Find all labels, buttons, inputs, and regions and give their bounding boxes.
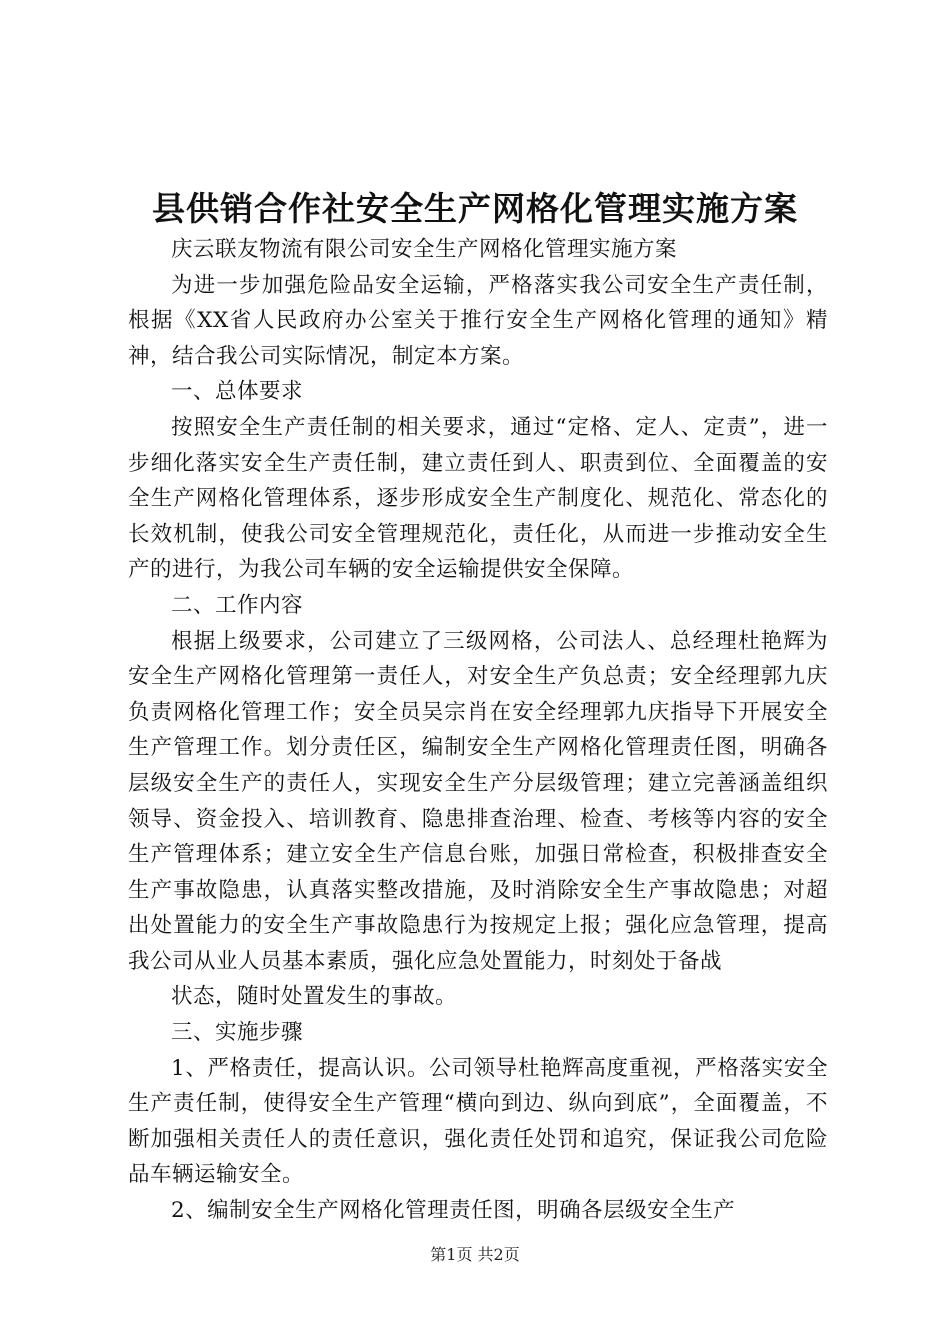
document-body xyxy=(128,232,828,1229)
work-content-paragraph: 根据上级要求，公司建立了三级网格，公司法人、总经理杜艳辉为安全生产网格化管理第一责任人，对安全生产负总责；安全经理郭九庆负责网格化管理工作；安全员吴宗肖在安全经理郭九庆指导下开展安全生产管理工作。划分责任区，编制安全生产网格化管理责任图，明确各层级安全生产的责任人，实现安全生产分层级管理；建立完善涵盖组织领导、资金投入、培训教育、隐患排查治理、检查、考核等内容的安全生产管理体系；建立安全生产信息台账，加强日常检查，积极排查安全生产事故隐患，认真落实整改措施，及时消除安全生产事故隐患；对超出处置能力的安全生产事故隐患行为按规定上报；强化应急管理，提高我公司从业人员基本素质，强化应急处置能力，时刻处于备战 xyxy=(128,628,828,974)
document-title: 县供销合作社安全生产网格化管理实施方案 xyxy=(152,189,798,228)
general-requirements-paragraph: 按照安全生产责任制的相关要求，通过“定格、定人、定责”，进一步细化落实安全生产责任制，建立责任到人、职责到位、全面覆盖的安全生产网格化管理体系，逐步形成安全生产制度化、规范化、常态化的长效机制，使我公司安全管理规范化，责任化，从而进一步推动安全生产的进行，为我公司车辆的安全运输提供安全保障。 xyxy=(128,414,828,583)
page-footer: 第1页 共2页 xyxy=(430,1245,520,1264)
work-content-continuation: 状态，随时处置发生的事故。 xyxy=(171,984,458,1010)
section-heading-work-content: 二、工作内容 xyxy=(171,592,304,618)
section-heading-general-requirements: 一、总体要求 xyxy=(171,379,304,405)
subtitle-paragraph: 庆云联友物流有限公司安全生产网格化管理实施方案 xyxy=(171,237,678,262)
step-1-paragraph: 1、严格责任，提高认识。公司领导杜艳辉高度重视，严格落实安全生产责任制，使得安全生产管理“横向到边、纵向到底”，全面覆盖，不断加强相关责任人的责任意识，强化责任处罚和追究，保证我公司危险品车辆运输安全。 xyxy=(128,1055,828,1188)
intro-paragraph: 为进一步加强危险品安全运输，严格落实我公司安全生产责任制，根据《XX省人民政府办公室关于推行安全生产网格化管理的通知》精神，结合我公司实际情况，制定本方案。 xyxy=(128,272,828,369)
step-2-paragraph: 2、编制安全生产网格化管理责任图，明确各层级安全生产 xyxy=(171,1198,736,1224)
section-heading-implementation-steps: 三、实施步骤 xyxy=(171,1020,304,1046)
